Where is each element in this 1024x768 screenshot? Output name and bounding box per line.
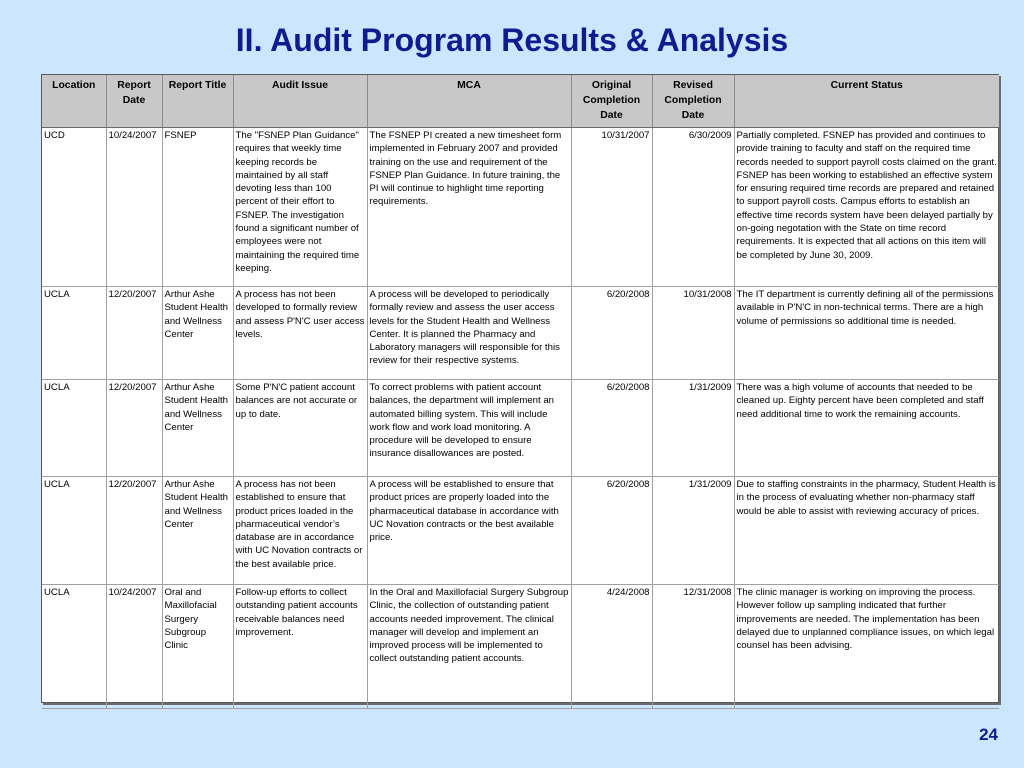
cell-original-date: 6/20/2008 xyxy=(571,287,652,380)
cell-report-title: Arthur Ashe Student Health and Wellness Center xyxy=(162,477,233,585)
cell-current-status: The clinic manager is working on improving the process. However follow up sampling indicated that further improvements are needed. The implementation has been delayed due to unplanned compliance issues, on which legal counsel has been advising. xyxy=(734,585,999,709)
cell-report-date: 12/20/2007 xyxy=(106,380,162,477)
cell-mca: To correct problems with patient account balances, the department will implement an automated billing system. This will include work flow and work load monitoring. A procedure will be developed to ensure insurance disallowances are posted. xyxy=(367,380,571,477)
audit-results-table xyxy=(42,75,999,709)
cell-location: UCLA xyxy=(42,585,106,709)
header-current-status: Current Status xyxy=(734,75,999,128)
cell-mca: The FSNEP PI created a new timesheet form implemented in February 2007 and provided training on the use and requirement of the FSNEP Plan Guidance. In future training, the PI will continue to highlight time reporting requirements. xyxy=(367,128,571,287)
table-row xyxy=(42,585,999,709)
cell-audit-issue: A process has not been established to ensure that product prices loaded in the pharmaceutical vendor’s database are in accordance with UC Novation contracts or the best available price. xyxy=(233,477,367,585)
cell-revised-date: 1/31/2009 xyxy=(652,477,734,585)
cell-mca: A process will be developed to periodically formally review and assess the user access levels for the Student Health and Wellness Center. It is planned the Pharmacy and Laboratory managers will responsible for this review for their respective systems. xyxy=(367,287,571,380)
table-row xyxy=(42,287,999,380)
cell-report-date: 10/24/2007 xyxy=(106,585,162,709)
header-revised-completion-date: Revised Completion Date xyxy=(652,75,734,128)
header-report-title: Report Title xyxy=(162,75,233,128)
table-row xyxy=(42,477,999,585)
cell-current-status: Partially completed. FSNEP has provided and continues to provide training to faculty and staff on the required time records needed to support payroll costs claimed on the grant. FSNEP has been working to established an effective system for ensuring required time records are prepared and retained to support payroll costs. Campus efforts to establish an effective time records system have been delayed partially by on-going negotation with the State on time record requirements. It is expected that all actions on this item will be completed by June 30, 2009. xyxy=(734,128,999,287)
cell-revised-date: 12/31/2008 xyxy=(652,585,734,709)
cell-original-date: 6/20/2008 xyxy=(571,380,652,477)
cell-report-date: 10/24/2007 xyxy=(106,128,162,287)
cell-revised-date: 10/31/2008 xyxy=(652,287,734,380)
header-location: Location xyxy=(42,75,106,128)
table-header-row xyxy=(42,75,999,128)
page-number: 24 xyxy=(979,725,998,744)
cell-report-title: Arthur Ashe Student Health and Wellness Center xyxy=(162,287,233,380)
cell-original-date: 10/31/2007 xyxy=(571,128,652,287)
cell-audit-issue: Some P'N'C patient account balances are not accurate or up to date. xyxy=(233,380,367,477)
cell-report-title: Oral and Maxillofacial Surgery Subgroup Clinic xyxy=(162,585,233,709)
cell-location: UCLA xyxy=(42,287,106,380)
cell-report-title: Arthur Ashe Student Health and Wellness Center xyxy=(162,380,233,477)
table-row xyxy=(42,380,999,477)
cell-current-status: There was a high volume of accounts that needed to be cleaned up. Eighty percent have been completed and staff need additional time to work the remaining accounts. xyxy=(734,380,999,477)
audit-results-table-container xyxy=(41,74,999,703)
cell-location: UCD xyxy=(42,128,106,287)
cell-current-status: The IT department is currently defining all of the permissions available in P'N'C in non-technical terms. There are a high volume of permissions so additional time is needed. xyxy=(734,287,999,380)
cell-report-date: 12/20/2007 xyxy=(106,287,162,380)
cell-report-title: FSNEP xyxy=(162,128,233,287)
cell-original-date: 4/24/2008 xyxy=(571,585,652,709)
header-original-completion-date: Original Completion Date xyxy=(571,75,652,128)
header-audit-issue: Audit Issue xyxy=(233,75,367,128)
cell-report-date: 12/20/2007 xyxy=(106,477,162,585)
table-row xyxy=(42,128,999,287)
cell-current-status: Due to staffing constraints in the pharmacy, Student Health is in the process of evaluating whether non-pharmacy staff would be able to assist with reviewing accuracy of prices. xyxy=(734,477,999,585)
slide-title: II. Audit Program Results & Analysis xyxy=(235,22,789,58)
cell-revised-date: 1/31/2009 xyxy=(652,380,734,477)
cell-audit-issue: Follow-up efforts to collect outstanding patient accounts receivable balances need improvement. xyxy=(233,585,367,709)
cell-location: UCLA xyxy=(42,380,106,477)
header-report-date: Report Date xyxy=(106,75,162,128)
cell-mca: In the Oral and Maxillofacial Surgery Subgroup Clinic, the collection of outstanding patient accounts needed improvement. The clinical manager will develop and implement an improved process will be implemented to collect outstanding patient accounts. xyxy=(367,585,571,709)
cell-mca: A process will be established to ensure that product prices are properly loaded into the pharmaceutical database in accordance with UC Novation contracts or the best available price. xyxy=(367,477,571,585)
cell-location: UCLA xyxy=(42,477,106,585)
cell-audit-issue: A process has not been developed to formally review and assess P'N'C user access levels. xyxy=(233,287,367,380)
header-mca: MCA xyxy=(367,75,571,128)
cell-revised-date: 6/30/2009 xyxy=(652,128,734,287)
cell-original-date: 6/20/2008 xyxy=(571,477,652,585)
cell-audit-issue: The "FSNEP Plan Guidance" requires that weekly time keeping records be maintained by all staff devoting less than 100 percent of their effort to FSNEP. The investigation found a significant number of employees were not maintaining the required time keeping. xyxy=(233,128,367,287)
